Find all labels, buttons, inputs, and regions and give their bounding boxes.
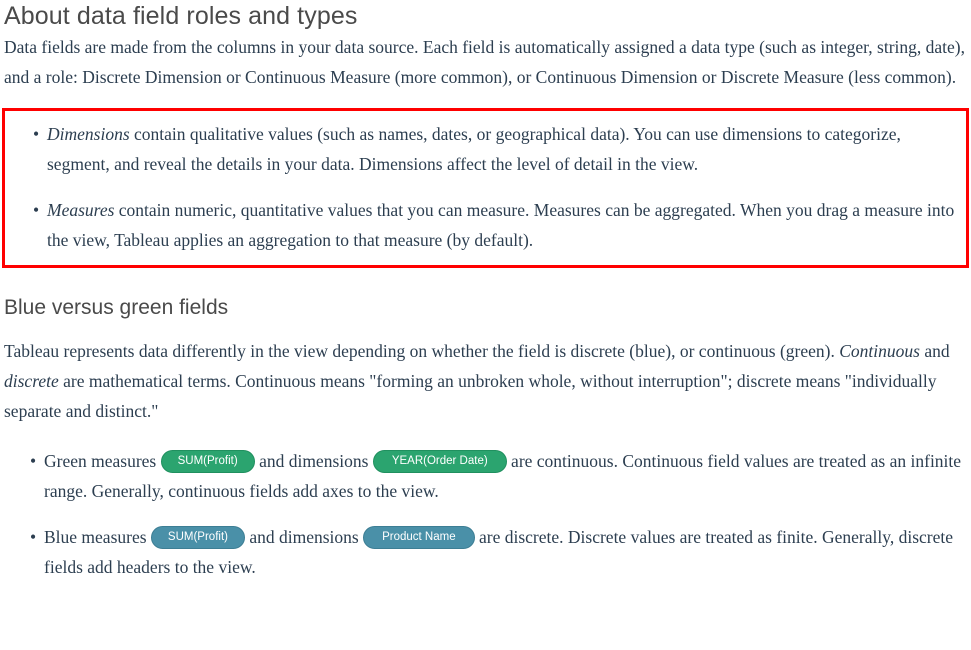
list-item xyxy=(2,522,969,582)
green-bullet-tail: are continuous. Continuous field values are treated as an infinite range. Generally, continuous fields add axes to the view. xyxy=(44,451,962,501)
page-title: About data field roles and types xyxy=(4,2,358,30)
intro-paragraph: Data fields are made from the columns in your data source. Each field is automatically assigned a data type (such as integer, string, date), and a role: Discrete Dimension or Continuous Measure (more common), or Continuous Dimension or Discrete Measure (less common). xyxy=(4,37,965,87)
blue-bullet-mid: and dimensions xyxy=(244,527,364,547)
term-discrete: discrete xyxy=(4,371,59,391)
list-item xyxy=(5,195,966,255)
field-pill-product-name-blue: Product Name xyxy=(363,526,475,549)
green-bullet-lead: Green measures xyxy=(44,451,161,471)
list-item xyxy=(2,446,969,506)
list-item xyxy=(5,119,966,179)
section-paragraph-part2: and xyxy=(919,341,950,361)
green-bullet-mid: and dimensions xyxy=(254,451,373,471)
term-dimensions: Dimensions xyxy=(47,124,130,144)
blue-bullet-lead: Blue measures xyxy=(44,527,151,547)
field-pill-sum-profit-blue: SUM(Profit) xyxy=(151,526,245,549)
field-color-bullet-list xyxy=(2,446,969,582)
section-paragraph-part1: Tableau represents data differently in the view depending on whether the field is discrete (blue), or continuous (green). xyxy=(4,341,840,361)
definition-measures: contain numeric, quantitative values that you can measure. Measures can be aggregated. When you drag a measure into the view, Tableau applies an aggregation to that measure (by default). xyxy=(47,200,955,250)
section-paragraph-part3: are mathematical terms. Continuous means "forming an unbroken whole, without interruption"; discrete means "individually separate and distinct." xyxy=(4,371,937,421)
term-continuous: Continuous xyxy=(839,341,920,361)
blue-bullet-tail: are discrete. Discrete values are treated as finite. Generally, discrete fields add headers to the view. xyxy=(44,527,954,577)
highlighted-callout-box xyxy=(2,108,969,268)
spacer xyxy=(2,322,969,336)
definition-dimensions: contain qualitative values (such as names, dates, or geographical data). You can use dimensions to categorize, segment, and reveal the details in your data. Dimensions affect the level of detail in the view. xyxy=(47,124,901,174)
field-pill-sum-profit-green: SUM(Profit) xyxy=(161,450,255,473)
spacer xyxy=(2,426,969,446)
term-measures: Measures xyxy=(47,200,115,220)
section-paragraph xyxy=(2,336,969,426)
section-heading: Blue versus green fields xyxy=(4,296,229,319)
field-pill-year-order-date-green: YEAR(Order Date) xyxy=(373,450,507,473)
roles-bullet-list xyxy=(5,119,966,255)
spacer xyxy=(2,268,969,294)
